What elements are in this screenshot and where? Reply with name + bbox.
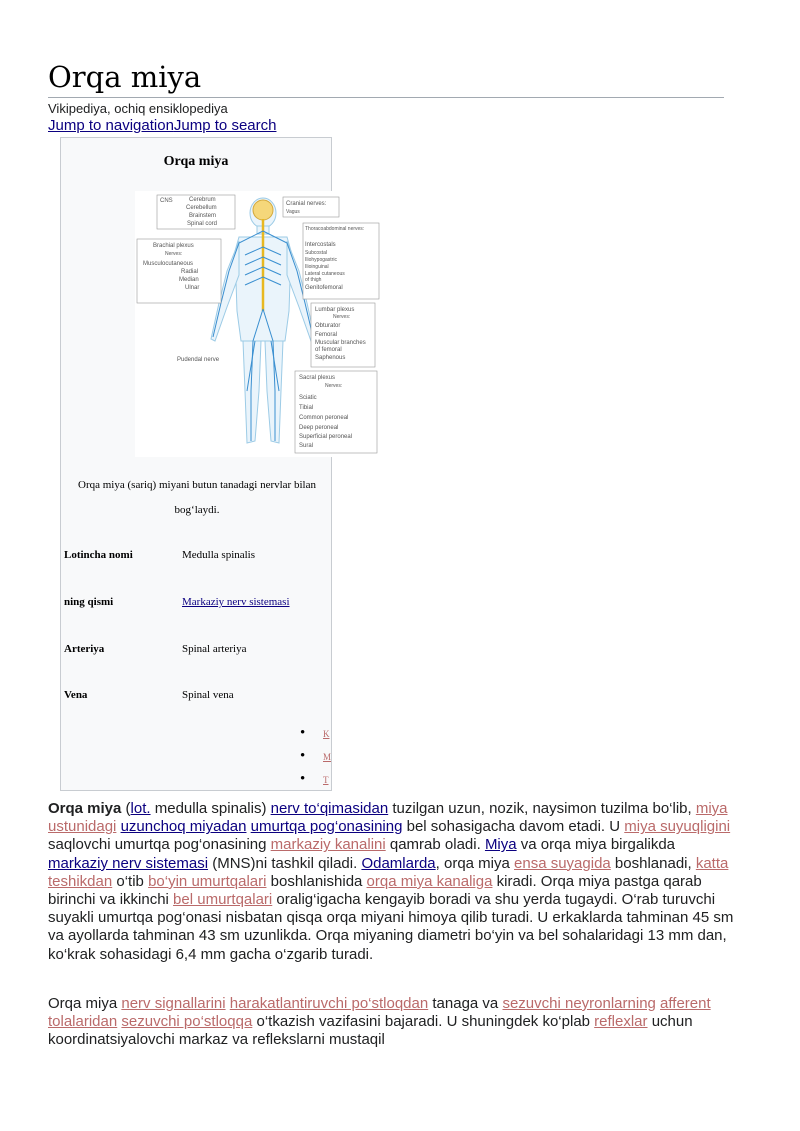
infobox-key: ning qismi (64, 596, 114, 608)
title-divider (48, 97, 724, 98)
link-katta-teshik[interactable]: katta teshikdan (48, 854, 729, 890)
navbox-view-link[interactable]: K (323, 729, 330, 739)
link-ensa-suyagi[interactable]: ensa suyagida (514, 854, 611, 872)
svg-text:Intercostals: Intercostals (305, 242, 336, 248)
link-harakatlantiruvchi-postloq[interactable]: harakatlantiruvchi po‘stloqdan (229, 995, 429, 1012)
jump-to-navigation-link[interactable]: Jump to navigation (48, 117, 174, 134)
navbox-item-talk (296, 749, 330, 767)
page-title: Orqa miya (48, 60, 202, 94)
svg-text:Saphenous: Saphenous (315, 355, 346, 361)
bullet-icon: • (300, 725, 306, 741)
navbox-talk-link[interactable]: M (323, 752, 332, 762)
infobox (60, 137, 366, 791)
svg-text:Obturator: Obturator (315, 323, 341, 329)
svg-text:Spinal cord: Spinal cord (187, 221, 218, 227)
svg-text:Ilioinguinal: Ilioinguinal (305, 264, 329, 270)
bullet-icon: • (300, 748, 306, 764)
svg-text:Common peroneal: Common peroneal (299, 415, 349, 421)
svg-text:Nerves:: Nerves: (165, 251, 183, 257)
article-subject: Orqa miya (48, 800, 122, 817)
link-odamlar[interactable]: Odamlarda (361, 854, 436, 872)
svg-text:Tibial: Tibial (299, 405, 314, 411)
link-sezuvchi-neyronlar[interactable]: sezuvchi neyronlarning (502, 995, 656, 1012)
svg-text:Lateral cutaneous: Lateral cutaneous (305, 271, 345, 277)
svg-text:Cranial nerves:: Cranial nerves: (286, 201, 327, 207)
link-boyin-umurtqalari[interactable]: bo‘yin umurtqalari (148, 872, 267, 890)
link-nerv-signallari[interactable]: nerv signallarini (121, 995, 226, 1012)
nervous-system-diagram (135, 191, 385, 457)
link-sezuvchi-postloq[interactable]: sezuvchi po‘stloqqa (121, 1013, 253, 1031)
svg-text:Iliohypogastric: Iliohypogastric (305, 257, 337, 263)
svg-text:Superficial peroneal: Superficial peroneal (299, 434, 353, 440)
link-afferent-tolalar[interactable]: afferent tolalaridan (48, 995, 711, 1031)
svg-text:Nerves:: Nerves: (333, 314, 351, 320)
link-reflexlar[interactable]: reflexlar (594, 1013, 648, 1031)
infobox-value: Spinal arteriya (182, 643, 247, 655)
navbox-item-view (296, 726, 330, 744)
link-orqa-miya-kanali[interactable]: orqa miya kanaliga (366, 872, 493, 890)
svg-text:of thigh: of thigh (305, 277, 322, 283)
link-uzunchoq-miya[interactable]: uzunchoq miyadan (120, 818, 247, 836)
svg-text:of femoral: of femoral (315, 347, 342, 353)
link-nerv-toqimasi[interactable]: nerv to‘qimasidan (270, 800, 389, 817)
svg-text:Subcostal: Subcostal (305, 250, 327, 256)
navbox-edit-link[interactable]: T (323, 775, 329, 785)
svg-text:Deep peroneal: Deep peroneal (299, 425, 339, 431)
svg-text:Sural: Sural (299, 443, 314, 449)
svg-text:Cerebrum: Cerebrum (189, 197, 216, 203)
svg-text:Femoral: Femoral (315, 332, 338, 338)
svg-text:Muscular branches: Muscular branches (315, 340, 366, 346)
infobox-value: Medulla spinalis (182, 549, 256, 561)
svg-text:Sciatic: Sciatic (299, 395, 317, 401)
infobox-key: Lotincha nomi (64, 549, 133, 561)
infobox-value-link[interactable]: Markaziy nerv sistemasi (182, 596, 290, 608)
navbox-item-edit (296, 772, 330, 790)
infobox-key: Arteriya (64, 643, 105, 655)
link-miya-suyuqligi[interactable]: miya suyuqligini (624, 818, 731, 836)
svg-text:Sacral plexus: Sacral plexus (299, 375, 336, 381)
infobox-value: Spinal vena (182, 689, 234, 701)
infobox-caption: Orqa miya (sariq) miyani butun tanadagi nervlar bilan bog‘laydi. (78, 479, 316, 516)
svg-text:Brachial plexus: Brachial plexus (153, 243, 194, 249)
svg-text:Pudendal nerve: Pudendal nerve (177, 357, 220, 363)
link-miya-ustuni[interactable]: miya ustunidagi (48, 800, 728, 836)
link-lotincha[interactable]: lot. (130, 800, 151, 817)
infobox-title: Orqa miya (163, 154, 229, 169)
link-umurtqa-pogonasi[interactable]: umurtqa pog‘onasining (250, 818, 403, 836)
svg-text:CNS: CNS (160, 198, 173, 204)
bullet-icon: • (300, 771, 306, 787)
link-miya[interactable]: Miya (484, 836, 517, 854)
link-bel-umurtqalari[interactable]: bel umurtqalari (173, 891, 273, 909)
svg-text:Genitofemoral: Genitofemoral (305, 285, 343, 291)
link-markaziy-nerv-sistemasi[interactable]: markaziy nerv sistemasi (48, 854, 209, 872)
link-markaziy-kanal[interactable]: markaziy kanalini (270, 836, 386, 854)
svg-text:Brainstem: Brainstem (189, 213, 217, 219)
svg-text:Median: Median (179, 277, 199, 283)
svg-text:Vagus: Vagus (286, 209, 300, 215)
jump-links (48, 117, 276, 135)
svg-text:Radial: Radial (181, 269, 199, 275)
svg-text:Ulnar: Ulnar (185, 285, 200, 291)
svg-text:Thoracoabdominal nerves:: Thoracoabdominal nerves: (305, 226, 365, 232)
site-tagline: Vikipediya, ochiq ensiklopediya (48, 101, 228, 116)
svg-text:Cerebellum: Cerebellum (186, 205, 217, 211)
article-paragraph: Orqa miya nerv signallarini harakatlantiruvchi po‘stloqdan tanaga va sezuvchi neyronlarning afferent tolalaridan sezuvchi po‘stloqqa o‘tkazish vazifasini bajaradi. U shuningdek ko‘plab reflexlar uchun koordinatsiyalovchi markaz va reflekslarni mustaqil (48, 995, 711, 1049)
svg-text:Lumbar plexus: Lumbar plexus (315, 307, 355, 313)
article-paragraph: Orqa miya (lot. medulla spinalis) nerv to‘qimasidan tuzilgan uzun, nozik, naysimon tuzilma bo‘lib, miya ustunidagi uzunchoq miyadan umurtqa pog‘onasining bel sohasigacha davom etadi. U miya suyuqligini saqlovchi umurtqa pog‘onasining markaziy kanalini qamrab oladi. Miya va orqa miya birgalikda markaziy nerv sistemasi (MNS)ni tashkil qiladi. Odamlarda, orqa miya ensa suyagida boshlanadi, katta teshikdan o‘tib bo‘yin umurtqalari boshlanishida orqa miya kanaliga kiradi. Orqa miya pastga qarab birinchi va ikkinchi bel umurtqalari oralig‘igacha kengayib boradi va shu yerda tugaydi. O‘rab turuvchi suyakli umurtqa pog‘onasi nisbatan qisqa orqa miyani himoya qilib turadi. U erkaklarda tahminan 45 sm va ayollarda tahminan 43 sm uzunlikda. Orqa miyaning diametri bo‘yin va bel sohalaridagi 13 mm dan, ko‘krak sohasidagi 6,4 mm gacha o‘zgarib turadi. (48, 800, 734, 963)
svg-text:Nerves:: Nerves: (325, 383, 343, 389)
infobox-key: Vena (64, 689, 88, 701)
svg-text:Musculocutaneous: Musculocutaneous (143, 261, 194, 267)
jump-to-search-link[interactable]: Jump to search (173, 117, 277, 134)
